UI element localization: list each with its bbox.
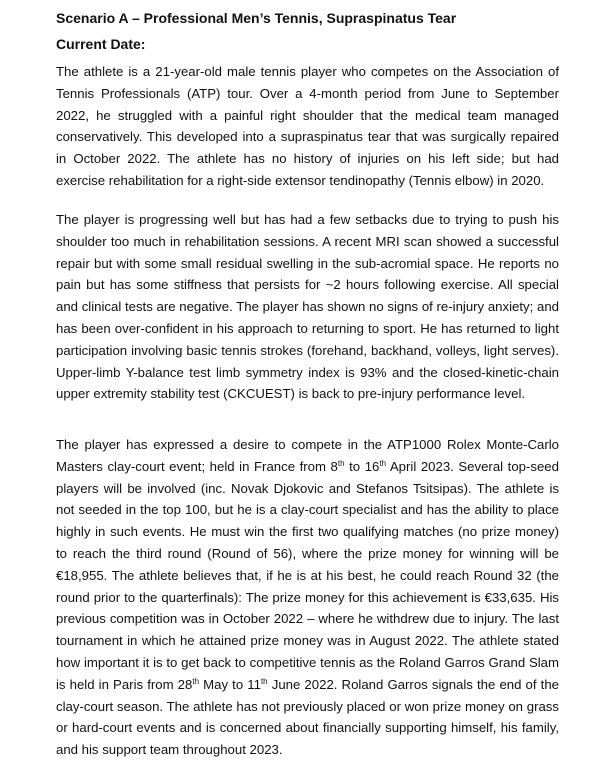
paragraph-text-segment: The player has expressed a desire to compete in the ATP1000 Rolex Monte-Carlo Masters clay-court event; held in France from 8 (56, 437, 559, 474)
ordinal-superscript: th (337, 458, 345, 468)
ordinal-superscript: th (379, 458, 387, 468)
paragraph-rehabilitation-progress: The player is progressing well but has had a few setbacks due to trying to push his shoulder too much in rehabilitation sessions. A recent MRI scan showed a successful repair but with some small residual swelling in the sub-acromial space. He reports no pain but has some stiffness that persists for ~2 hours following exercise. All special and clinical tests are negative. The player has shown no signs of re-injury anxiety; and has been over-confident in his approach to returning to sport. He has returned to light participation involving basic tennis strokes (forehand, backhand, volleys, light serves). Upper-limb Y-balance test limb symmetry index is 93% and the closed-kinetic-chain upper extremity stability test (CKCUEST) is back to pre-injury performance level. (56, 212, 559, 402)
paragraph-athlete-history: The athlete is a 21-year-old male tennis player who competes on the Association of Tennis Professionals (ATP) tour. Over a 4-month period from June to September 2022, he struggled with a painful right shoulder that the medical team managed conservatively. This developed into a supraspinatus tear that was surgically repaired in October 2022. The athlete has no history of injuries on his left side; but had exercise rehabilitation for a right-side extensor tendinopathy (Tennis elbow) in 2020. (56, 64, 559, 188)
ordinal-superscript: th (192, 676, 200, 686)
paragraph-competition-goals (56, 434, 559, 761)
paragraph-text-segment: May to 11 (199, 676, 261, 692)
paragraph-text-segment: June 2022. Roland Garros signals the end of the clay-court season. The athlete has not previously placed or won prize money on grass or hard-court events and is concerned about financially supporting himself, his family, and his support team throughout 2023. (56, 676, 559, 758)
document-title: Scenario A – Professional Men’s Tennis, Supraspinatus Tear (56, 10, 457, 26)
paragraph-text-segment: April 2023. Several top-seed players will be involved (inc. Novak Djokovic and Stefanos Tsitsipas). The athlete is not seeded in the top 100, but he is a clay-court specialist and has the ability to place highly in such events. He must win the first two qualifying matches (no prize money) to reach the third round (Round of 56), where the prize money for winning will be €18,955. The athlete believes that, if he is at his best, he could reach Round 32 (the round prior to the quarterfinals): The prize money for this achievement is €33,635. His previous competition was in October 2022 – where he withdrew due to injury. The last tournament in which he attained prize money was in August 2022. The athlete stated how important it is to get back to competitive tennis as the Roland Garros Grand Slam is held in Paris from 28 (56, 458, 559, 692)
ordinal-superscript: th (260, 676, 268, 686)
paragraph-text-segment: to 16 (344, 458, 380, 474)
current-date-label: Current Date: (56, 36, 146, 52)
